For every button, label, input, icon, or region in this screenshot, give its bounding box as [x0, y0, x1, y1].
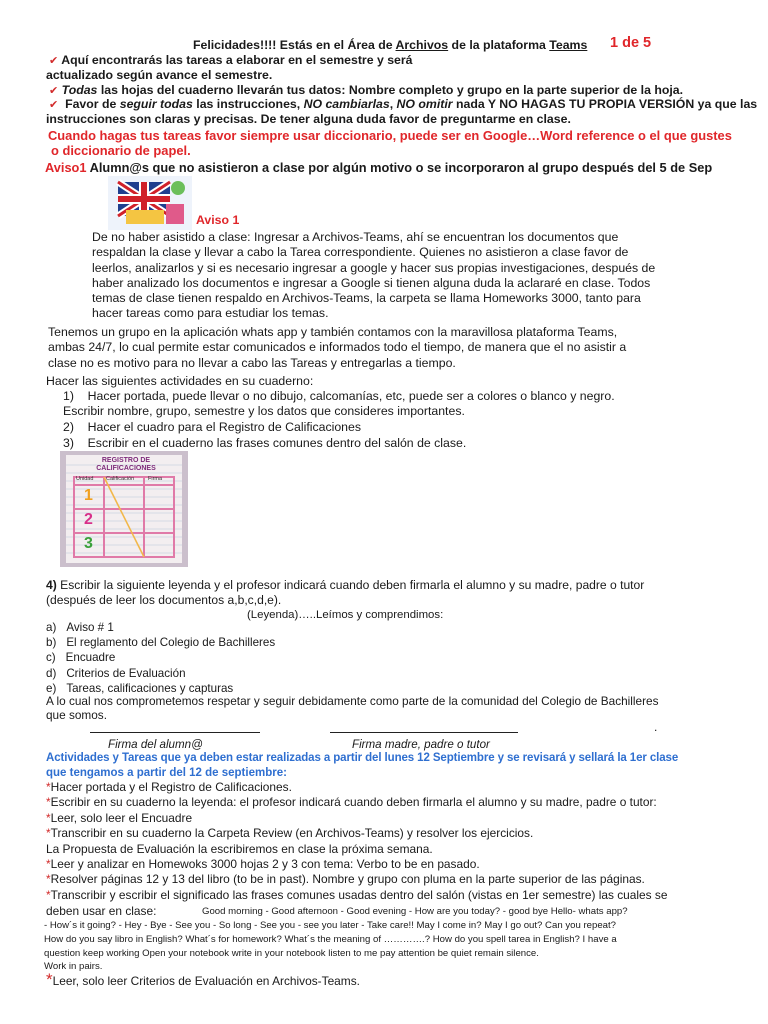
register-col-firma: Firma — [148, 476, 163, 482]
register-row-2: 2 — [84, 511, 93, 528]
register-col-calificacion: Calificación — [106, 476, 135, 482]
signature-line-parent[interactable] — [330, 732, 518, 733]
aviso1-line: respaldan la clase y llevar a cabo la Tarea correspondiente. Quienes no asistieron a clase favor de — [92, 245, 629, 260]
legend-item-b: b) El reglamento del Colegio de Bachilleres — [46, 636, 276, 650]
register-title: REGISTRO DE CALIFICACIONES — [96, 457, 156, 472]
dictionary-note-2: o diccionario de papel. — [51, 143, 191, 158]
legend-line-1: 4) Escribir la siguiente leyenda y el profesor indicará cuando deben firmarla el alumno y su madre, padre o tutor — [46, 578, 645, 592]
grade-register-photo — [60, 451, 188, 567]
uk-flag-icon — [108, 176, 192, 230]
intro-line-3: ✔ Todas las hojas del cuaderno llevarán tus datos: Nombre completo y grupo en la parte superior de la hoja. — [49, 83, 684, 97]
archivos-link[interactable]: Archivos — [395, 38, 449, 52]
legend-line-3: (Leyenda)…..Leímos y comprendimos: — [247, 609, 444, 621]
task-criteria: *Leer, solo leer Criterios de Evaluación en Archivos-Teams. — [46, 970, 360, 989]
legend-item-c: c) Encuadre — [46, 651, 116, 665]
asterisk-icon: * — [46, 887, 51, 902]
tasks-heading-2: que tengamos a partir del 12 de septiembre: — [46, 767, 287, 779]
activity-item-2: 2) Hacer el cuadro para el Registro de Calificaciones — [63, 420, 362, 434]
signature-line-student[interactable] — [90, 732, 260, 733]
aviso1-line: temas de clase tienen respaldo en Archivos-Teams, la carpeta se llama Homeworks 3000, tanto para — [92, 291, 641, 306]
legend-item-a: a) Aviso # 1 — [46, 621, 114, 634]
task-item: *Resolver páginas 12 y 13 del libro (to be in past). Nombre y grupo con pluma en la parte superior de las páginas. — [46, 872, 645, 887]
whatsapp-line: clase no es motivo para no llevar a cabo las Tareas y entregarlas a tiempo. — [48, 355, 456, 370]
task-item: *Transcribir en su cuaderno la Carpeta Review (en Archivos-Teams) y resolver los ejercicios. — [46, 826, 534, 841]
whatsapp-paragraph — [48, 325, 626, 371]
aviso1-line: De no haber asistido a clase: Ingresar a Archivos-Teams, ahí se encuentran los documentos que — [92, 230, 619, 244]
task-item: *Escribir en su cuaderno la leyenda: el profesor indicará cuando deben firmarla el alumno y su madre, padre o tutor: — [46, 795, 657, 810]
asterisk-icon: * — [46, 872, 51, 887]
aviso-label: Aviso1 — [45, 160, 87, 175]
register-row-1: 1 — [84, 487, 93, 504]
intro-line-5: instrucciones son claras y precisas. De tener alguna duda favor de preguntarme en clase. — [46, 112, 571, 126]
aviso1-line: haber analizado los documentos e ingresar a Google si tienen alguna duda la aclararé en clase. Todos — [92, 275, 651, 290]
task-item: *Hacer portada y el Registro de Calificaciones. — [46, 780, 292, 794]
register-row-3: 3 — [84, 535, 93, 552]
legend-items — [46, 620, 275, 696]
phrases-row-1: Good morning - Good afternoon - Good evening - How are you today? - good bye Hello- whats app? — [202, 906, 628, 917]
intro-line-4: ✔ Favor de seguir todas las instrucciones, NO cambiarlas, NO omitir nada Y NO HAGAS TU PROPIA VERSIÓN ya que las — [49, 97, 758, 111]
check-icon: ✔ — [49, 99, 59, 111]
task-item: *Leer, solo leer el Encuadre — [46, 810, 193, 825]
register-col-unidad: Unidad — [76, 476, 94, 482]
legend-item-d: d) Criterios de Evaluación — [46, 666, 186, 680]
activity-item-1-cont: Escribir nombre, grupo, semestre y los datos que consideres importantes. — [63, 404, 465, 418]
task-item: *Transcribir y escribir el significado las frases comunes usadas dentro del salón (vistas en 1er semestre) las cuales se — [46, 887, 668, 902]
tasks-list — [46, 780, 667, 903]
check-icon: ✔ — [49, 85, 59, 97]
asterisk-icon: * — [46, 810, 51, 825]
check-icon: ✔ — [49, 55, 59, 67]
signature-label-student: Firma del alumn@ — [108, 738, 203, 751]
phrases-row-5: Work in pairs. — [44, 961, 103, 972]
dictionary-note-1: Cuando hagas tus tareas favor siempre usar diccionario, puede ser en Google…Word reference o el que gustes — [48, 128, 732, 143]
signature-dot: . — [654, 720, 658, 734]
legend-item-e: e) Tareas, calificaciones y capturas — [46, 681, 234, 695]
activity-item-3: 3) Escribir en el cuaderno las frases comunes dentro del salón de clase. — [63, 436, 467, 450]
phrases-row-3: How do you say libro in English? What´s for homework? What´s the meaning of ………….? How do you spell tarea in English? I have a — [44, 934, 617, 945]
activity-item-1: 1) Hacer portada, puede llevar o no dibujo, calcomanías, etc, puede ser a colores o blanco y negro. — [63, 389, 615, 403]
page-indicator: 1 de 5 — [610, 35, 652, 51]
task-item: *Leer y analizar en Homewoks 3000 hojas 2 y 3 con tema: Verbo to be en pasado. — [46, 857, 480, 872]
intro-line-2: actualizado según avance el semestre. — [46, 68, 273, 82]
asterisk-icon: * — [46, 857, 51, 872]
commitment-line-2: que somos. — [46, 708, 107, 722]
aviso-heading-line: Aviso1 Alumn@s que no asistieron a clase por algún motivo o se incorporaron al grupo después del 5 de Sep — [45, 160, 713, 175]
page-title: Felicidades!!!! Estás en el Área de Archivos de la plataforma Teams — [193, 38, 588, 52]
asterisk-icon: * — [46, 780, 51, 794]
aviso1-body — [92, 230, 655, 322]
task-phrases-label: deben usar en clase: — [46, 904, 157, 918]
teams-link[interactable]: Teams — [549, 38, 588, 52]
phrases-row-4: question keep working Open your notebook write in your notebook listen to me pay attention be quiet remain silence. — [44, 948, 539, 959]
intro-line-1: ✔ Aquí encontrarás las tareas a elaborar en el semestre y será — [49, 53, 413, 67]
tasks-heading-1: Actividades y Tareas que ya deben estar realizadas a partir del lunes 12 Septiembre y se revisará y sellará la 1er clase — [46, 752, 679, 764]
aviso1-heading: Aviso 1 — [196, 213, 240, 227]
legend-line-2: (después de leer los documentos a,b,c,d,e). — [46, 593, 282, 607]
whatsapp-line: Tenemos un grupo en la aplicación whats app y también contamos con la maravillosa plataforma Teams, — [48, 325, 618, 339]
activities-intro: Hacer las siguientes actividades en su cuaderno: — [46, 374, 314, 388]
commitment-line-1: A lo cual nos comprometemos respetar y seguir debidamente como parte de la comunidad del Colegio de Bachilleres — [46, 694, 659, 708]
asterisk-icon: * — [46, 826, 51, 841]
aviso1-line: leerlos, analizarlos y si es necesario ingresar a google y hacer sus propias investigaciones, después de — [92, 260, 656, 275]
asterisk-icon: * — [46, 970, 53, 989]
task-item: La Propuesta de Evaluación la escribiremos en clase la próxima semana. — [46, 841, 433, 856]
english-clipart-image — [108, 176, 192, 230]
asterisk-icon: * — [46, 795, 51, 810]
signature-label-parent: Firma madre, padre o tutor — [352, 738, 490, 751]
whatsapp-line: ambas 24/7, lo cual permite estar comunicados e informados todo el tiempo, de manera que el no asistir a — [48, 340, 627, 355]
phrases-row-2: - How´s it going? - Hey - Bye - See you - So long - See you - see you later - Take care!! May I come in? May I go out? Can you repeat? — [44, 920, 616, 931]
aviso1-line: hacer tareas como para estudiar los temas. — [92, 306, 329, 321]
